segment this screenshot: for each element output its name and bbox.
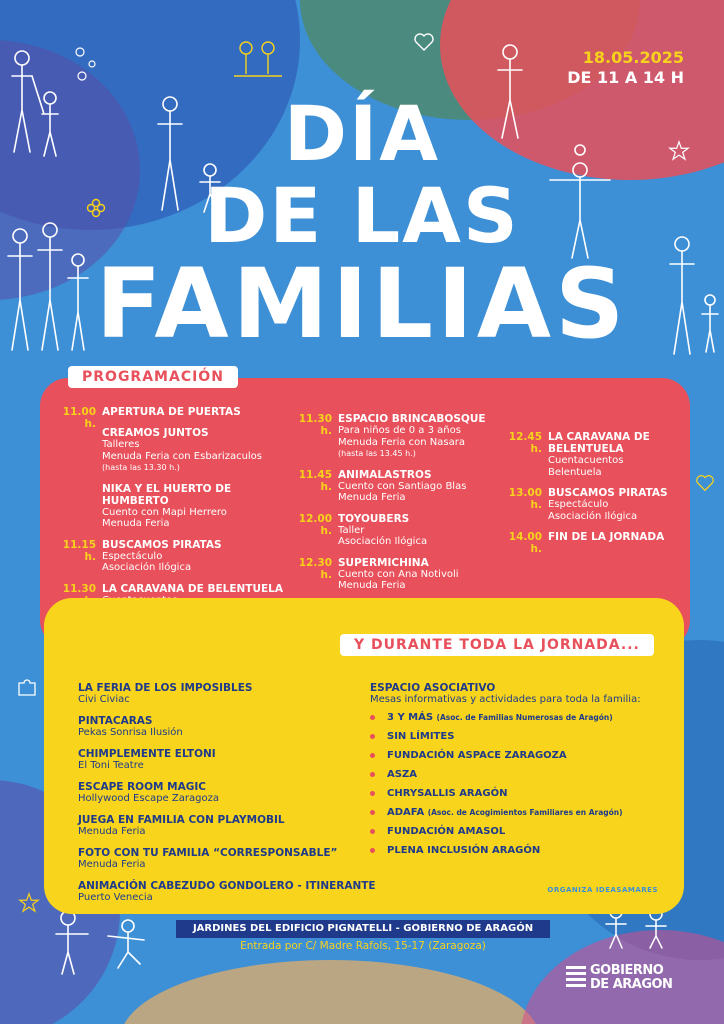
program-event: [52, 539, 292, 574]
bullet-icon: [370, 791, 375, 796]
event-name: BUSCAMOS PIRATAS: [102, 538, 222, 551]
activity-host: Hollywood Escape Zaragoza: [78, 793, 219, 804]
event-detail: Espectáculo: [548, 499, 609, 510]
association-item: [370, 712, 680, 723]
event-note: (hasta las 13.45 h.): [338, 449, 416, 458]
event-note: (hasta las 13.30 h.): [102, 463, 180, 472]
activity-item: [78, 880, 378, 904]
activity-host: El Toni Teatre: [78, 760, 144, 771]
association-name: [387, 788, 507, 799]
program-event: [498, 487, 688, 522]
event-detail: Cuento con Santiago Blas: [338, 480, 467, 492]
event-time: 12.00 h.: [298, 512, 332, 537]
event-detail: Cuentacuentos: [548, 455, 624, 466]
event-name: FIN DE LA JORNADA: [548, 531, 665, 543]
event-time: 12.30 h.: [298, 556, 332, 581]
association-name: [387, 845, 540, 856]
association-item: [370, 807, 680, 818]
association-item: [370, 731, 680, 742]
activity-item: [78, 847, 378, 871]
association-item: [370, 826, 680, 837]
logo-line-1: GOBIERNO: [590, 963, 664, 978]
program-column-2: [288, 413, 498, 601]
event-detail: Asociación Ilógica: [548, 510, 638, 522]
title-line-1: DÍA: [283, 89, 441, 178]
event-name: LA CARAVANA DE BELENTUELA: [548, 431, 650, 455]
puzzle-icon: [16, 676, 38, 698]
venue-banner: JARDINES DEL EDIFICIO PIGNATELLI - GOBIERNO DE ARAGÓN: [176, 920, 550, 938]
event-detail: Menuda Feria: [102, 518, 170, 529]
bullet-icon: [370, 810, 375, 815]
association-note: (Asoc. de Familias Numerosas de Aragón): [436, 713, 613, 722]
association-name-text: ASZA: [387, 769, 417, 780]
bullet-icon: [370, 753, 375, 758]
event-time: 11.30: [62, 582, 96, 595]
bubbles-icon: [72, 44, 102, 84]
event-detail: Taller: [338, 524, 365, 536]
activity-name: ANIMACIÓN CABEZUDO GONDOLERO - ITINERANTE: [78, 880, 376, 892]
event-detail: Menuda Feria con Nasara: [338, 436, 465, 448]
association-name-text: ADAFA: [387, 807, 425, 818]
program-event: [498, 431, 688, 478]
all-day-label: Y DURANTE TODA LA JORNADA...: [340, 634, 654, 656]
event-name: APERTURA DE PUERTAS: [102, 406, 241, 418]
event-detail: Menuda Feria: [338, 492, 406, 503]
event-name: BUSCAMOS PIRATAS: [548, 487, 668, 499]
association-name-text: PLENA INCLUSIÓN ARAGÓN: [387, 845, 541, 856]
associative-subtitle: Mesas informativas y actividades para toda la familia:: [370, 694, 641, 705]
event-detail: Menuda Feria con Esbarizaculos: [102, 450, 263, 462]
heart-icon: [412, 30, 436, 54]
program-event: [52, 483, 292, 530]
event-time: 13.00 h.: [508, 487, 542, 511]
event-name: ESPACIO BRINCABOSQUE: [338, 413, 486, 425]
event-time: DE 11 A 14 H: [567, 68, 684, 87]
title-line-3: FAMILIAS: [95, 248, 629, 360]
program-column-1: [52, 406, 292, 627]
kids-playing-illustration-topcenter: [228, 36, 288, 86]
association-name-text: CHRYSALLIS ARAGÓN: [387, 788, 508, 799]
program-event: [288, 469, 498, 504]
program-event: [288, 557, 498, 592]
activity-item: [78, 781, 378, 805]
organizer-credit: ORGANIZA IDEASAMARES: [547, 886, 658, 894]
event-detail: Cuento con Mapi Herrero: [102, 506, 227, 518]
association-note: (Asoc. de Acogimientos Familiares en Aragón): [427, 808, 623, 817]
event-detail: Asociación Ilógica: [338, 536, 428, 547]
bullet-icon: [370, 734, 375, 739]
event-time: 11.30 h.: [298, 413, 332, 437]
bullet-icon: [370, 848, 375, 853]
event-time: 11.15 h.: [62, 538, 96, 563]
activity-host: Menuda Feria: [78, 859, 146, 870]
event-time: 12.45 h.: [508, 431, 542, 455]
event-name: NIKA Y EL HUERTO DE HUMBERTO: [102, 482, 232, 507]
activity-item: [78, 715, 378, 739]
association-item: [370, 750, 680, 761]
association-name: [387, 826, 505, 837]
event-detail: Espectáculo: [102, 550, 163, 562]
associations-list: [370, 712, 680, 856]
gobierno-aragon-mark-icon: [566, 964, 586, 990]
association-name-text: 3 Y MÁS: [387, 712, 434, 723]
event-detail: Para niños de 0 a 3 años: [338, 425, 461, 436]
program-column-3: [498, 431, 688, 555]
event-name: CREAMOS JUNTOS: [102, 427, 209, 439]
logo-line-2: DE ARAGON: [590, 977, 673, 992]
bg-blob-tan-bottom: [120, 960, 540, 1024]
bullet-icon: [370, 715, 375, 720]
activity-name: CHIMPLEMENTE ELTONI: [78, 748, 216, 760]
event-date-block: [567, 48, 684, 88]
association-name: [387, 712, 613, 723]
event-time: 14.00 h.: [508, 531, 542, 555]
event-time: 11.00 h.: [62, 406, 96, 430]
activity-host: Menuda Feria: [78, 826, 146, 837]
event-name: ANIMALASTROS: [338, 468, 432, 481]
event-date: 18.05.2025: [582, 48, 684, 67]
event-name: LA CARAVANA DE BELENTUELA: [102, 582, 283, 595]
activity-item: [78, 748, 378, 772]
association-item: [370, 788, 680, 799]
event-detail: Menuda Feria: [338, 580, 406, 591]
event-detail: Cuento con Ana Notivoli: [338, 568, 459, 580]
association-name: [387, 731, 454, 742]
event-time: 11.45 h.: [298, 468, 332, 493]
association-name: [387, 807, 623, 818]
activity-item: [78, 814, 378, 838]
activity-name: ESCAPE ROOM MAGIC: [78, 781, 206, 793]
event-name: SUPERMICHINA: [338, 556, 429, 569]
association-item: [370, 845, 680, 856]
star-icon-left: [18, 892, 40, 914]
event-detail: Belentuela: [548, 466, 602, 478]
program-event: [288, 413, 498, 460]
activity-name: JUEGA EN FAMILIA CON PLAYMOBIL: [78, 814, 285, 826]
activity-name: PINTACARAS: [78, 715, 153, 727]
program-event: [498, 531, 688, 555]
program-event: [288, 513, 498, 548]
activity-host: Civi Civiac: [78, 694, 130, 705]
program-event: [52, 406, 292, 430]
associative-title: ESPACIO ASOCIATIVO: [370, 682, 496, 694]
family-illustration-bottomleft: [48, 906, 168, 976]
association-name-text: FUNDACIÓN AMASOL: [387, 826, 506, 837]
association-name: [387, 769, 417, 780]
activities-list: [78, 682, 378, 913]
association-name: [387, 750, 567, 761]
program-label: PROGRAMACIÓN: [68, 366, 238, 388]
activity-name: FOTO CON TU FAMILIA “CORRESPONSABLE”: [78, 847, 338, 859]
event-detail: Talleres: [102, 439, 140, 450]
activity-item: [78, 682, 378, 706]
association-item: [370, 769, 680, 780]
bullet-icon: [370, 772, 375, 777]
venue-address: Entrada por C/ Madre Rafols, 15-17 (Zaragoza): [240, 940, 486, 952]
gobierno-de-aragon-logo: [566, 962, 686, 994]
activity-host: Pekas Sonrisa Ilusión: [78, 727, 183, 738]
activity-name: LA FERIA DE LOS IMPOSIBLES: [78, 682, 253, 694]
bullet-icon: [370, 829, 375, 834]
event-name: TOYOUBERS: [338, 512, 410, 525]
heart-icon-right: [694, 472, 716, 494]
program-event: [52, 427, 292, 474]
association-name-text: FUNDACIÓN ASPACE ZARAGOZA: [387, 750, 567, 761]
title-line-2: DE LAS: [204, 171, 520, 260]
associative-space: [370, 682, 680, 864]
association-name-text: SIN LÍMITES: [387, 731, 455, 742]
activity-host: Puerto Venecia: [78, 892, 153, 903]
event-detail: Asociación Ilógica: [102, 562, 192, 573]
